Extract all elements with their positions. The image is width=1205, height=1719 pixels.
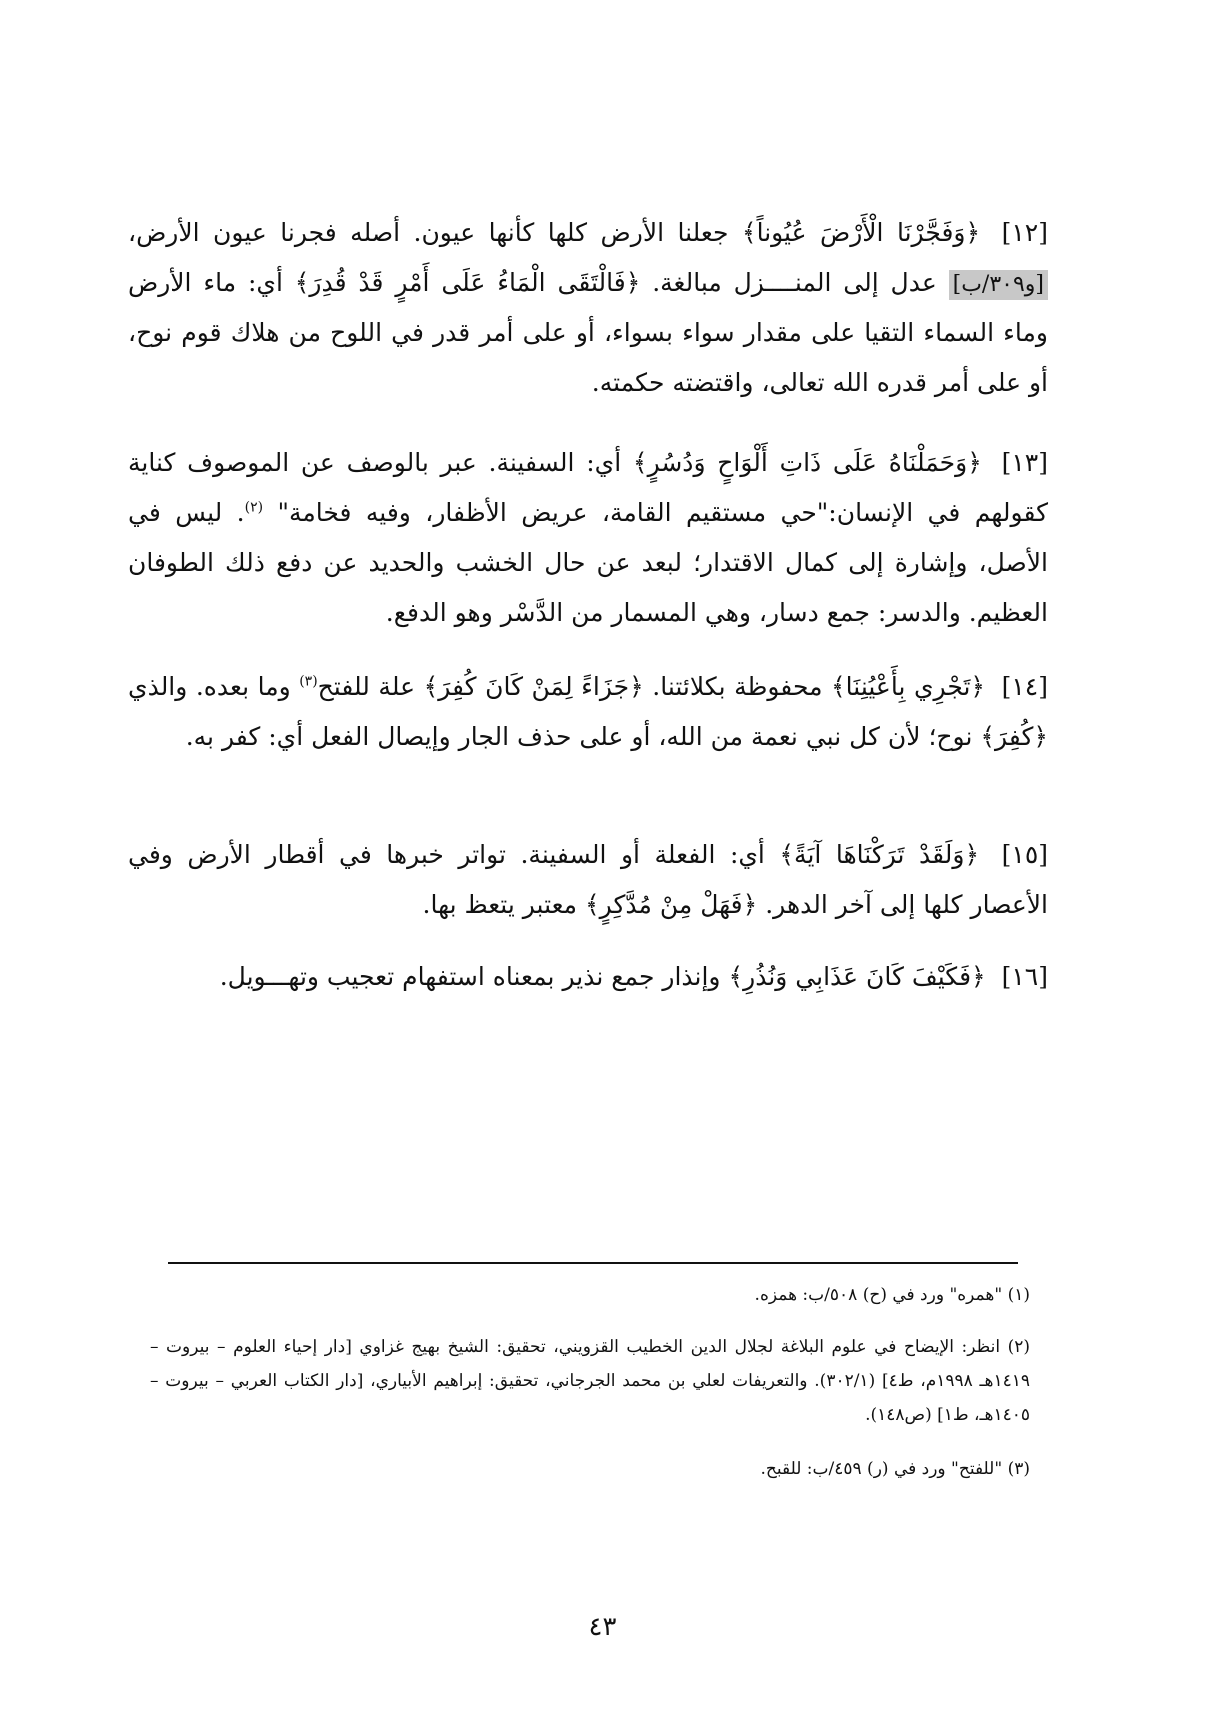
quran-verse: ﴿جَزَاءً لِمَنْ كَانَ كُفِرَ﴾	[423, 672, 644, 701]
quran-verse: ﴿وَلَقَدْ تَرَكْنَاهَا آيَةً﴾	[779, 840, 980, 869]
paragraph-text: نوح؛ لأن كل نبي نعمة من الله، أو على حذف الجار وإيصال الفعل أي: كفر به.	[185, 722, 981, 751]
paragraph-text: جعلنا الأرض كلها كأنها عيون. أصله فجرنا عيون الأرض،	[128, 218, 742, 247]
quran-verse: ﴿فَالْتَقَى الْمَاءُ عَلَى أَمْرٍ قَدْ قُدِرَ﴾	[294, 268, 641, 297]
page-number: ٤٣	[588, 1612, 617, 1642]
paragraph-number: [١٦]	[993, 962, 1048, 991]
paragraph-number: [١٢]	[988, 218, 1048, 247]
paragraph-text: أي: الفعلة أو السفينة. تواتر خبرها في أقطار الأرض وفي الأعصار كلها إلى آخر الدهر.	[128, 840, 1048, 919]
paragraph-number: [١٥]	[987, 840, 1049, 869]
quran-verse: ﴿فَكَيْفَ كَانَ عَذَابِي وَنُذُرِ﴾	[728, 962, 986, 991]
paragraph-13	[128, 438, 1048, 638]
paragraph-text: محفوظة بكلائتنا.	[643, 672, 832, 701]
paragraph-text: معتبر يتعظ بها.	[422, 890, 586, 919]
paragraph-text: وإنذار جمع نذير بمعناه استفهام تعجيب وتهـــويل.	[219, 962, 729, 991]
quran-verse: ﴿وَحَمَلْنَاهُ عَلَى ذَاتِ أَلْوَاحٍ وَدُسُرٍ﴾	[632, 448, 982, 477]
paragraph-text: أي: السفينة. عبر بالوصف عن الموصوف كناية كقولهم في الإنسان:"حي مستقيم القامة، عريض الأظفار، وفيه فخامة"	[128, 448, 1049, 527]
footnote-reference: (٣)	[299, 673, 318, 690]
manuscript-folio-marker: [و٣٠٩/ب]	[949, 270, 1048, 300]
footnote-1: (١) "همره" ورد في (ح) ٥٠٨/ب: همزه.	[754, 1285, 1030, 1305]
paragraph-text: عدل إلى المنــــزل مبالغة.	[640, 268, 949, 297]
quran-verse: ﴿تَجْرِي بِأَعْيُنِنَا﴾	[831, 672, 986, 701]
quran-verse: ﴿فَهَلْ مِنْ مُدَّكِرٍ﴾	[585, 890, 758, 919]
paragraph-text: . ليس في الأصل، وإشارة إلى كمال الاقتدار؛ لبعد عن حال الخشب والحديد عن دفع ذلك الطوفان العظيم. والدسر: جمع دسار، وهي المسمار من الدَّسْر وهو الدفع.	[128, 498, 1048, 627]
quran-verse: ﴿وَفَجَّرْنَا الْأَرْضَ عُيُوناً﴾	[741, 218, 981, 247]
paragraph-12	[128, 208, 1048, 408]
paragraph-text: علة للفتح	[317, 672, 424, 701]
paragraph-15	[128, 830, 1048, 930]
paragraph-text: وما بعده. والذي	[128, 672, 300, 701]
paragraph-16	[128, 952, 1048, 1002]
paragraph-number: [١٤]	[993, 672, 1048, 701]
footnote-reference: (٢)	[244, 499, 264, 516]
footnote-2: (٢) انظر: الإيضاح في علوم البلاغة لجلال الدين الخطيب القزويني، تحقيق: الشيخ بهيج غزاوي [دار إحياء العلوم – بيروت – ١٤١٩هـ ١٩٩٨م، ط٤] (٣٠٢/١). والتعريفات لعلي بن محمد الجرجاني، تحقيق: إبراهيم الأبياري، [دار الكتاب العربي – بيروت – ١٤٠٥هـ، ط١] (ص١٤٨).	[150, 1337, 1031, 1425]
footnote-3: (٣) "للفتح" ورد في (ر) ٤٥٩/ب: للقبح.	[760, 1459, 1030, 1479]
quran-verse: ﴿كُفِرَ﴾	[980, 722, 1048, 751]
paragraph-number: [١٣]	[989, 448, 1048, 477]
paragraph-14	[128, 662, 1048, 762]
footnote-separator	[168, 1262, 1018, 1264]
paragraph-text: أي: ماء الأرض وماء السماء التقيا على مقدار سواء بسواء، أو على أمر قدر في اللوح من هلاك قوم نوح، أو على أمر قدره الله تعالى، واقتضته حكمته.	[128, 268, 1048, 397]
